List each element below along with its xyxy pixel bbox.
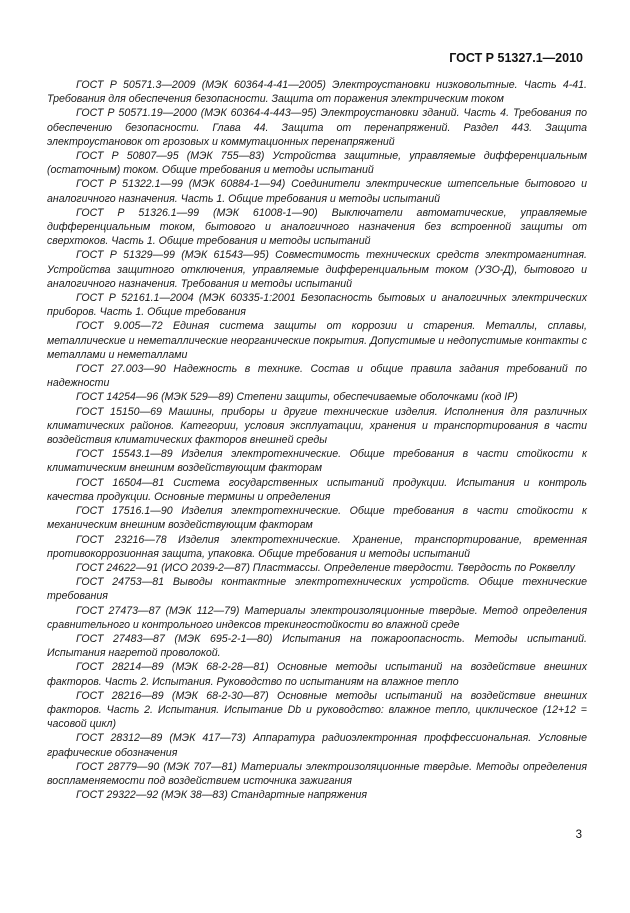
reference-item: ГОСТ 24753—81 Выводы контактные электротехнических устройств. Общие технические требования bbox=[47, 576, 587, 603]
reference-item: ГОСТ 16504—81 Система государственных испытаний продукции. Испытания и контроль качества продукции. Основные термины и определения bbox=[47, 476, 587, 503]
reference-item: ГОСТ 14254—96 (МЭК 529—89) Степени защиты, обеспечиваемые оболочками (код IP) bbox=[76, 391, 518, 404]
reference-item: ГОСТ Р 50571.3—2009 (МЭК 60364-4-41—2005) Электроустановки низковольтные. Часть 4-41. Требования для обеспечения безопасности. Защита от поражения электрическим током bbox=[47, 79, 587, 106]
reference-item: ГОСТ 15150—69 Машины, приборы и другие технические изделия. Исполнения для различных климатических районов. Категории, условия эксплуатации, хранения и транспортирования в части воздействия климатических факторов внешней среды bbox=[47, 405, 587, 447]
reference-item: ГОСТ Р 51329—99 (МЭК 61543—95) Совместимость технических средств электромагнитная. Устройства защитного отключения, управляемые дифференциальным током (УЗО-Д), бытового и аналогичного назначения. Требования и методы испытаний bbox=[47, 249, 587, 290]
reference-item: ГОСТ 27473—87 (МЭК 112—79) Материалы электроизоляционные твердые. Метод определения сравнительного и контрольного индексов трекингостойкости во влажной среде bbox=[47, 604, 587, 631]
reference-item: ГОСТ 28779—90 (МЭК 707—81) Материалы электроизоляционные твердые. Методы определения воспламеняемости под воздействием источника зажигания bbox=[47, 760, 587, 787]
reference-item: ГОСТ 27483—87 (МЭК 695-2-1—80) Испытания на пожароопасность. Методы испытаний. Испытания нагретой проволокой. bbox=[47, 632, 587, 660]
reference-item: ГОСТ Р 51326.1—99 (МЭК 61008-1—90) Выключатели автоматические, управляемые дифференциальным током, бытового и аналогичного назначения без встроенной защиты от сверхтоков. Часть 1. Общие требования и методы испытаний bbox=[47, 206, 587, 248]
normative-references-list bbox=[47, 78, 587, 802]
reference-item: ГОСТ 9.005—72 Единая система защиты от коррозии и старения. Металлы, сплавы, металлические и неметаллические неорганические покрытия. Допустимые и недопустимые контакты с металлами и неметаллами bbox=[47, 320, 587, 361]
reference-item: ГОСТ 24622—91 (ИСО 2039-2—87) Пластмассы. Определение твердости. Твердость по Роквеллу bbox=[76, 561, 575, 574]
reference-item: ГОСТ 27.003—90 Надежность в технике. Состав и общие правила задания требований по надежности bbox=[47, 363, 587, 390]
page-number: 3 bbox=[575, 829, 582, 841]
reference-item: ГОСТ 28214—89 (МЭК 68-2-28—81) Основные методы испытаний на воздействие внешних факторов. Часть 2. Испытания. Руководство по испытаниям на влажное тепло bbox=[47, 661, 587, 688]
reference-item: ГОСТ 28312—89 (МЭК 417—73) Аппаратура радиоэлектронная проффессиональная. Условные графические обозначения bbox=[47, 732, 587, 759]
reference-item: ГОСТ 29322—92 (МЭК 38—83) Стандартные напряжения bbox=[76, 789, 368, 802]
reference-item: ГОСТ 23216—78 Изделия электротехнические. Хранение, транспортирование, временная противокоррозионная защита, упаковка. Общие требования и методы испытаний bbox=[47, 533, 587, 560]
reference-item: ГОСТ 15543.1—89 Изделия электротехнические. Общие требования в части стойкости к климатическим внешним воздействующим факторам bbox=[47, 448, 587, 475]
reference-item: ГОСТ 28216—89 (МЭК 68-2-30—87) Основные методы испытаний на воздействие внешних факторов. Часть 2. Испытания. Испытание Db и руководство: влажное тепло, циклическое (12+12 = часовой цикл) bbox=[47, 689, 587, 731]
reference-item: ГОСТ Р 51322.1—99 (МЭК 60884-1—94) Соединители электрические штепсельные бытового и аналогичного назначения. Часть 1. Общие требования и методы испытаний bbox=[47, 178, 587, 205]
reference-item: ГОСТ Р 52161.1—2004 (МЭК 60335-1:2001 Безопасность бытовых и аналогичных электрических приборов. Часть 1. Общие требования bbox=[47, 292, 587, 319]
reference-item: ГОСТ Р 50807—95 (МЭК 755—83) Устройства защитные, управляемые дифференциальным (остаточным) током. Общие требования и методы испытаний bbox=[47, 150, 587, 177]
reference-item: ГОСТ Р 50571.19—2000 (МЭК 60364-4-443—95) Электроустановки зданий. Часть 4. Требования по обеспечению безопасности. Глава 44. Защита от перенапряжений. Раздел 443. Защита электроустановок от грозовых и коммутационных перенапряжений bbox=[47, 107, 587, 148]
document-id-header: ГОСТ Р 51327.1—2010 bbox=[449, 51, 583, 65]
reference-item: ГОСТ 17516.1—90 Изделия электротехнические. Общие требования в части стойкости к механическим внешним воздействующим факторам bbox=[47, 505, 587, 532]
